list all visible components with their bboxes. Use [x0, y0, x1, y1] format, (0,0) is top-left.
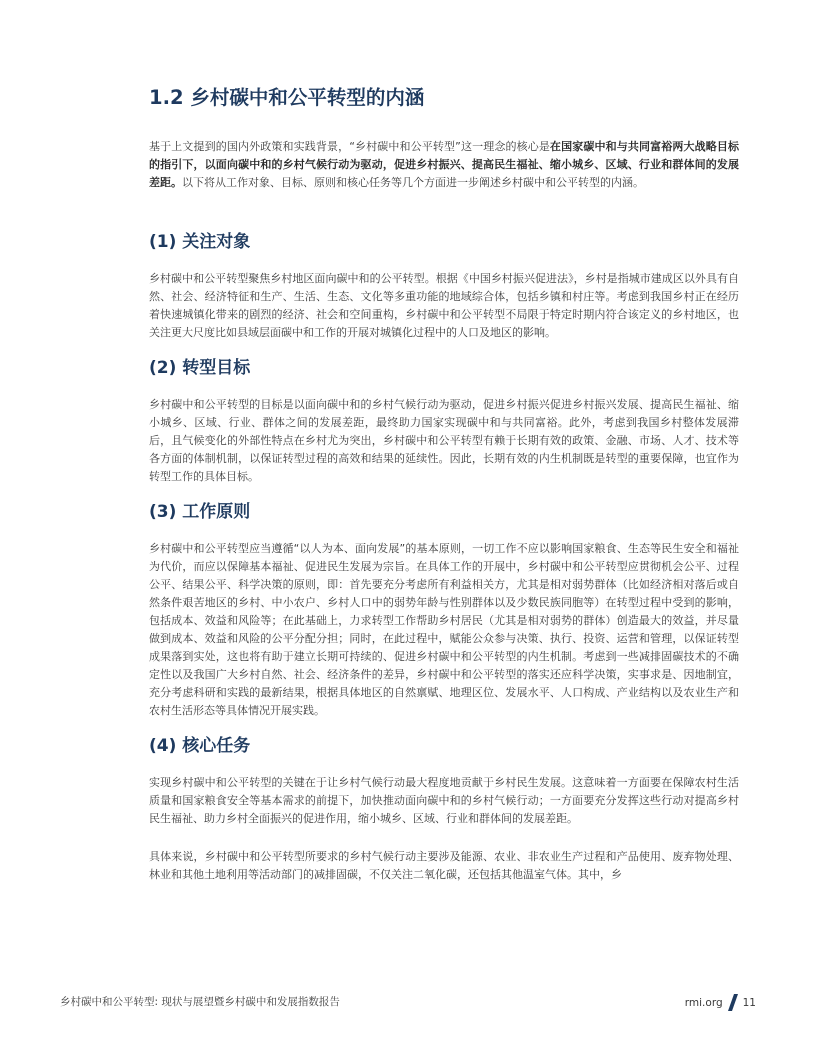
page-content — [149, 84, 739, 884]
subsection-goal — [149, 356, 739, 486]
subsection-principles — [149, 500, 739, 720]
intro-text-bold: 在国家碳中和与共同富裕两大战略目标的指引下，以面向碳中和的乡村气候行动为驱动，促进乡村振兴、提高民生福祉、缩小城乡、区域、行业和群体间的发展差距。 — [149, 140, 739, 189]
body-paragraph: 乡村碳中和公平转型聚焦乡村地区面向碳中和的公平转型。根据《中国乡村振兴促进法》，乡村是指城市建成区以外具有自然、社会、经济特征和生产、生活、生态、文化等多重功能的地域综合体，包括乡镇和村庄等。考虑到我国乡村正在经历着快速城镇化带来的剧烈的经济、社会和空间重构，乡村碳中和公平转型不局限于特定时期内符合该定义的乡村地区，也关注更大尺度比如县域层面碳中和工作的开展对城镇化过程中的人口及地区的影响。 — [149, 272, 739, 339]
footer-right — [685, 994, 756, 1011]
intro-text-post: 以下将从工作对象、目标、原则和核心任务等几个方面进一步阐述乡村碳中和公平转型的内涵。 — [182, 176, 644, 189]
subsection-heading: (4) 核心任务 — [149, 736, 251, 756]
body-paragraph: 乡村碳中和公平转型的目标是以面向碳中和的乡村气候行动为驱动，促进乡村振兴促进乡村振兴发展、提高民生福祉、缩小城乡、区域、行业、群体之间的发展差距，最终助力国家实现碳中和与共同富裕。此外，考虑到我国乡村整体发展滞后，且气候变化的外部性特点在乡村尤为突出，乡村碳中和公平转型有赖于长期有效的政策、金融、市场、人才、技术等各方面的体制机制，以保证转型过程的高效和结果的延续性。因此，长期有效的内生机制既是转型的重要保障，也宜作为转型工作的具体目标。 — [149, 398, 739, 483]
subsection-heading: (3) 工作原则 — [149, 502, 251, 522]
intro-text-pre: 基于上文提到的国内外政策和实践背景，“乡村碳中和公平转型”这一理念的核心是 — [149, 140, 550, 153]
site-link[interactable]: rmi.org — [684, 996, 723, 1009]
subsection-heading: (2) 转型目标 — [149, 358, 251, 378]
body-paragraph: 乡村碳中和公平转型应当遵循“以人为本、面向发展”的基本原则，一切工作不应以影响国家粮食、生态等民生安全和福祉为代价，而应以保障基本福祉、促进民生发展为宗旨。在具体工作的开展中，乡村碳中和公平转型应贯彻机会公平、过程公平、结果公平、科学决策的原则，即：首先要充分考虑所有利益相关方，尤其是相对弱势群体（比如经济相对落后或自然条件艰苦地区的乡村、中小农户、乡村人口中的弱势年龄与性别群体以及少数民族同胞等）在转型过程中受到的影响，包括成本、效益和风险等；在此基础上，力求转型工作帮助乡村居民（尤其是相对弱势的群体）创造最大的效益，并尽量做到成本、效益和风险的公平分配分担；同时，在此过程中，赋能公众参与决策、执行、投资、运营和管理，以保证转型成果落到实处，这也将有助于建立长期可持续的、促进乡村碳中和公平转型的内生机制。考虑到一些减排固碳技术的不确定性以及我国广大乡村自然、社会、经济条件的差异，乡村碳中和公平转型的落实还应科学决策，实事求是、因地制宜，充分考虑科研和实践的最新结果，根据具体地区的自然禀赋、地理区位、发展水平、人口构成、产业结构以及农业生产和农村生活形态等具体情况开展实践。 — [149, 542, 739, 717]
section-title: 1.2 乡村碳中和公平转型的内涵 — [149, 86, 425, 109]
page-footer — [60, 994, 756, 1014]
slash-divider-icon — [727, 994, 739, 1011]
subsection-focus — [149, 230, 739, 342]
subsection-heading: (1) 关注对象 — [149, 232, 251, 252]
report-title-footer: 乡村碳中和公平转型: 现状与展望暨乡村碳中和发展指数报告 — [60, 996, 340, 1008]
subsection-core-tasks — [149, 734, 739, 884]
page-number: 11 — [742, 996, 756, 1009]
intro-paragraph — [149, 138, 739, 192]
body-paragraph: 实现乡村碳中和公平转型的关键在于让乡村气候行动最大程度地贡献于乡村民生发展。这意味着一方面要在保障农村生活质量和国家粮食安全等基本需求的前提下，加快推动面向碳中和的乡村气候行动；一方面要充分发挥这些行动对提高乡村民生福祉、助力乡村全面振兴的促进作用，缩小城乡、区域、行业和群体间的发展差距。 — [149, 776, 739, 825]
body-paragraph: 具体来说，乡村碳中和公平转型所要求的乡村气候行动主要涉及能源、农业、非农业生产过程和产品使用、废弃物处理、林业和其他土地利用等活动部门的减排固碳，不仅关注二氧化碳，还包括其他温室气体。其中，乡 — [149, 850, 739, 881]
